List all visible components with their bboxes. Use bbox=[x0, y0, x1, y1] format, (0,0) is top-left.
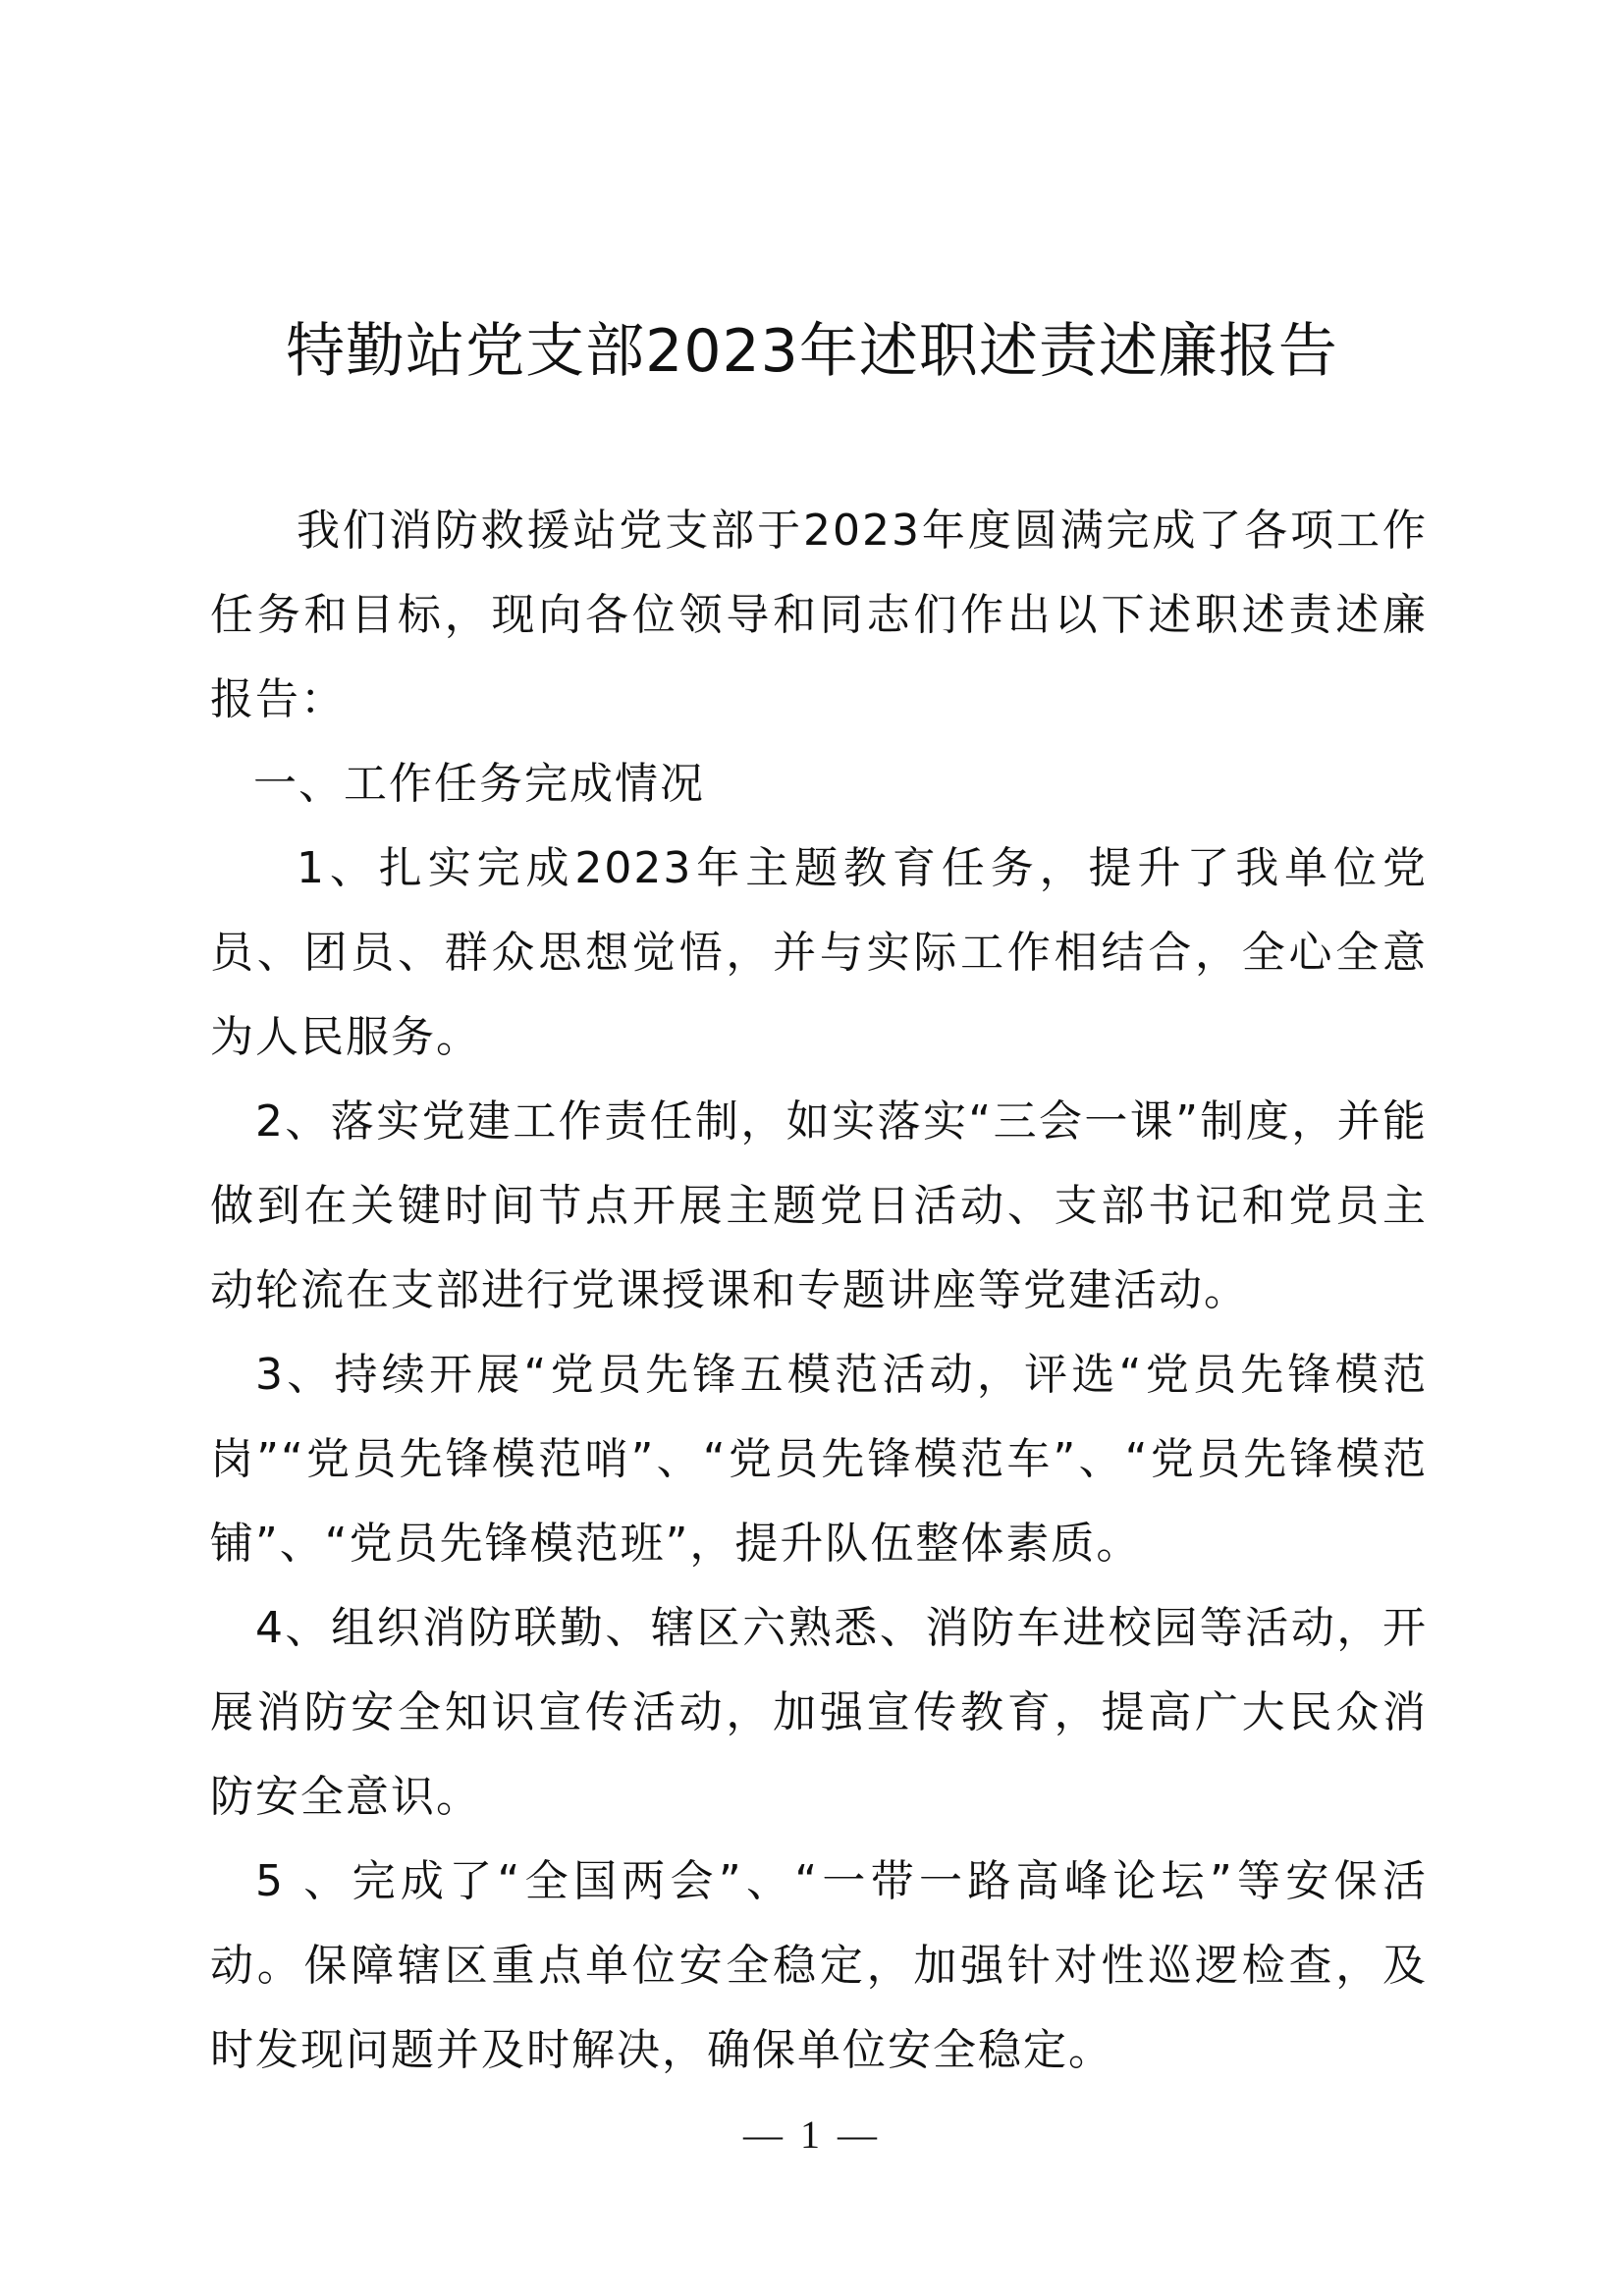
section-heading: 一、工作任务完成情况 bbox=[253, 759, 705, 809]
list-item-3: 3、持续开展“党员先锋五模范活动，评选“党员先锋模范岗”“党员先锋模范哨”、“党员先锋模范车”、“党员先锋模范铺”、“党员先锋模范班”，提升队伍整体素质。 bbox=[210, 1350, 1428, 1569]
list-item-2: 2、落实党建工作责任制，如实落实“三会一课”制度，并能做到在关键时间节点开展主题党日活动、支部书记和党员主动轮流在支部进行党课授课和专题讲座等党建活动。 bbox=[210, 1096, 1428, 1315]
intro-paragraph: 我们消防救援站党支部于2023年度圆满完成了各项工作任务和目标，现向各位领导和同志们作出以下述职述责述廉报告： bbox=[210, 506, 1428, 724]
document-title: 特勤站党支部2023年述职述责述廉报告 bbox=[286, 317, 1338, 386]
list-item-5: 5 、完成了“全国两会”、“一带一路高峰论坛”等安保活动。保障辖区重点单位安全稳定，加强针对性巡逻检查，及时发现问题并及时解决，确保单位安全稳定。 bbox=[210, 1856, 1428, 2075]
list-item-1: 1、扎实完成2023年主题教育任务，提升了我单位党员、团员、群众思想觉悟，并与实际工作相结合，全心全意为人民服务。 bbox=[210, 843, 1428, 1062]
page-number: — 1 — bbox=[743, 2112, 881, 2157]
list-item-4: 4、组织消防联勤、辖区六熟悉、消防车进校园等活动，开展消防安全知识宣传活动，加强宣传教育，提高广大民众消防安全意识。 bbox=[210, 1603, 1428, 1822]
document-body bbox=[210, 489, 1428, 2093]
